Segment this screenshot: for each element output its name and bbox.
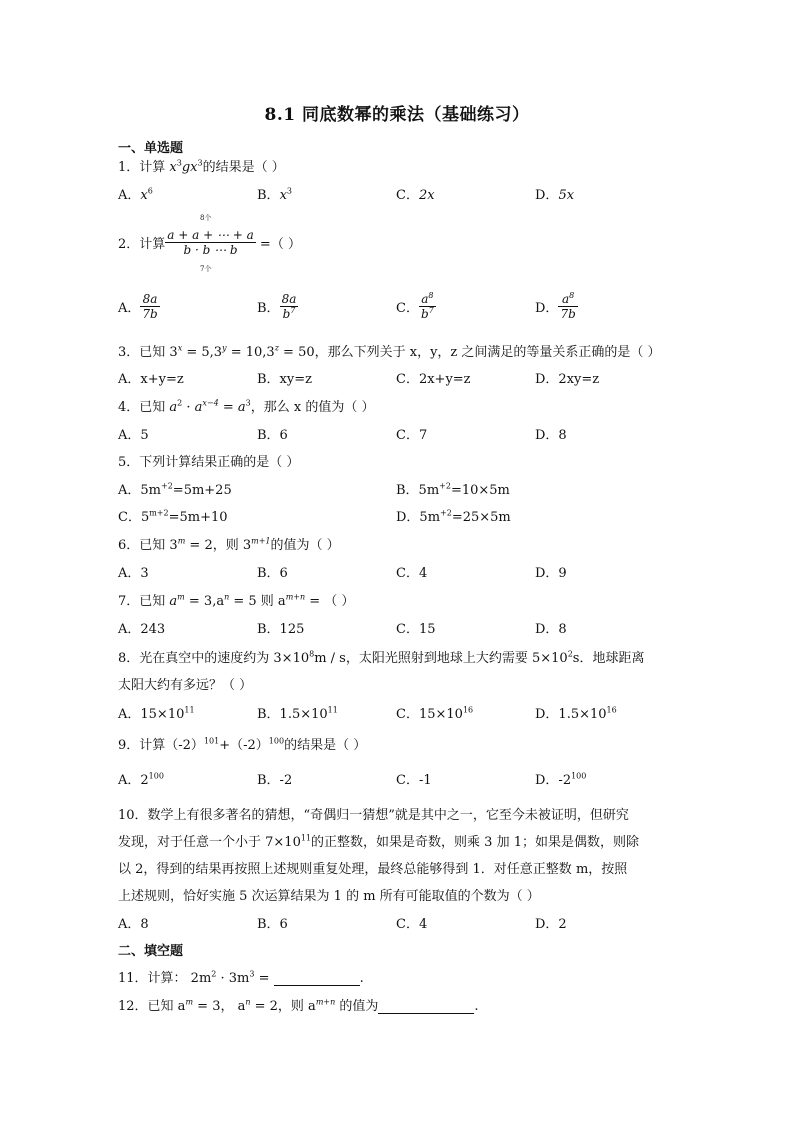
- question-3: 3．已知 $3^x = 5,3^y = 10,3^z = 50$，那么下列关于 x，y，z 之间满足的等量关系正确的是（ ）: [118, 343, 661, 360]
- question-10-line-4: 上述规则，恰好实施 5 次运算结果为 1 的 m 所有可能取值的个数为（ ）: [118, 889, 540, 904]
- question-8-line-2: 太阳大约有多远？（ ）: [118, 678, 253, 693]
- question-2: 2．计算 $\frac{a + a + \cdots + a}{b \cdot b \cdots b}$ =（ ）: [118, 228, 301, 257]
- q10-option-b[interactable]: B．6: [257, 917, 288, 932]
- q7-option-b[interactable]: B．125: [257, 622, 305, 637]
- q7-option-c[interactable]: C．15: [396, 622, 436, 637]
- q7-option-d[interactable]: D．8: [535, 622, 567, 637]
- q3-option-c[interactable]: C．2x+y=z: [396, 372, 471, 387]
- q6-option-a[interactable]: A．3: [118, 566, 149, 581]
- q5-option-c[interactable]: C．$5^{m+2}=5m+10$: [118, 508, 228, 525]
- q6-option-c[interactable]: C．4: [396, 566, 428, 581]
- q5-option-a[interactable]: A．$5m^{+2}=5m+25$: [118, 481, 232, 498]
- q4-option-c[interactable]: C．7: [396, 428, 428, 443]
- q4-option-d[interactable]: D．8: [535, 428, 567, 443]
- q1-option-b[interactable]: B．$x^3$: [257, 186, 292, 203]
- q4-option-b[interactable]: B．6: [257, 428, 288, 443]
- q5-option-b[interactable]: B．$5m^{+2}=10\times 5m$: [396, 481, 510, 498]
- q2-bottom-brace-label: 7个: [200, 265, 212, 273]
- question-8-line-1: 8．光在真空中的速度约为 $3\times 10^8m / s$，太阳光照射到地球上大约需要 $5\times 10^2s$．地球距离: [118, 649, 645, 666]
- q8-option-b[interactable]: B．$1.5\times 10^{11}$: [257, 705, 338, 722]
- q6-option-b[interactable]: B．6: [257, 566, 288, 581]
- q2-top-brace-label: 8个: [200, 214, 212, 222]
- q8-option-a[interactable]: A．$15\times 10^{11}$: [118, 705, 195, 722]
- q10-option-a[interactable]: A．8: [118, 917, 149, 932]
- q8-option-d[interactable]: D．$1.5\times 10^{16}$: [535, 705, 617, 722]
- question-10-line-2: 发现，对于任意一个小于 $7\times 10^{11}$的正整数，如果是奇数，则乘 3 加 1；如果是偶数，则除: [118, 833, 639, 850]
- q10-option-d[interactable]: D．2: [535, 917, 567, 932]
- question-11: 11．计算： $2m^2 \cdot 3m^3$ = .: [118, 969, 364, 986]
- q9-option-a[interactable]: A．$2^{100}$: [118, 771, 164, 788]
- question-12: 12．已知 $a^m = 3$， $a^n = 2$，则 $a^{m+n}$ 的值为 .: [118, 997, 479, 1014]
- q3-option-b[interactable]: B．xy=z: [257, 372, 312, 387]
- question-7: 7．已知 $a^m = 3,a^n = 5$ 则 $a^{m+n}$ = （ ）: [118, 592, 355, 609]
- q2-option-a[interactable]: A． $\frac{8a}{7b}$: [118, 292, 158, 321]
- question-4: 4．已知 $a^2 \cdot a^{x-4} = a^3$，那么 x 的值为（ ）: [118, 398, 375, 415]
- q2-option-b[interactable]: B． $\frac{8a}{b^7}$: [257, 292, 297, 321]
- section-heading-fill-in: 二、填空题: [118, 944, 184, 959]
- q9-option-b[interactable]: B．-2: [257, 773, 293, 788]
- question-5: 5．下列计算结果正确的是（ ）: [118, 455, 300, 470]
- q2-option-c[interactable]: C． $\frac{a^8}{b^7}$: [396, 291, 434, 321]
- q9-option-d[interactable]: D．$-2^{100}$: [535, 771, 587, 788]
- q5-option-d[interactable]: D．$5m^{+2}=25\times 5m$: [396, 508, 511, 525]
- question-10-line-3: 以 2，得到的结果再按照上述规则重复处理，最终总能够得到 1．对任意正整数 m，按照: [118, 862, 628, 877]
- q2-option-d[interactable]: D． $\frac{a^8}{7b}$: [535, 291, 576, 321]
- q3-option-d[interactable]: D．2xy=z: [535, 372, 600, 387]
- q4-option-a[interactable]: A．5: [118, 428, 149, 443]
- section-heading-single-choice: 一、单选题: [118, 141, 184, 156]
- q2-fraction: $\frac{a + a + \cdots + a}{b \cdot b \cdots b}$: [167, 228, 254, 257]
- question-9: 9．计算$(-2)^{101}+(-2)^{100}$的结果是（ ）: [118, 736, 367, 753]
- q6-option-d[interactable]: D．9: [535, 566, 567, 581]
- question-10-line-1: 10．数学上有很多著名的猜想，“奇偶归一猜想”就是其中之一，它至今未被证明，但研究: [118, 808, 629, 823]
- q1-option-a[interactable]: A．$x^6$: [118, 186, 153, 203]
- q8-option-c[interactable]: C．$15\times 10^{16}$: [396, 705, 474, 722]
- q7-option-a[interactable]: A．243: [118, 622, 166, 637]
- q1-option-c[interactable]: C．2x: [396, 188, 435, 203]
- page-title: 8.1 同底数幂的乘法（基础练习）: [264, 105, 530, 125]
- q1-option-d[interactable]: D．5x: [535, 188, 575, 203]
- q11-answer-blank[interactable]: [274, 971, 360, 986]
- question-1: 1．计算 $x^3gx^3$的结果是（ ）: [118, 158, 285, 175]
- q9-option-c[interactable]: C．-1: [396, 773, 432, 788]
- q10-option-c[interactable]: C．4: [396, 917, 428, 932]
- q3-option-a[interactable]: A．x+y=z: [118, 372, 184, 387]
- q12-answer-blank[interactable]: [378, 999, 474, 1014]
- question-6: 6．已知 $3^m = 2$，则 $3^{m+1}$的值为（ ）: [118, 536, 340, 553]
